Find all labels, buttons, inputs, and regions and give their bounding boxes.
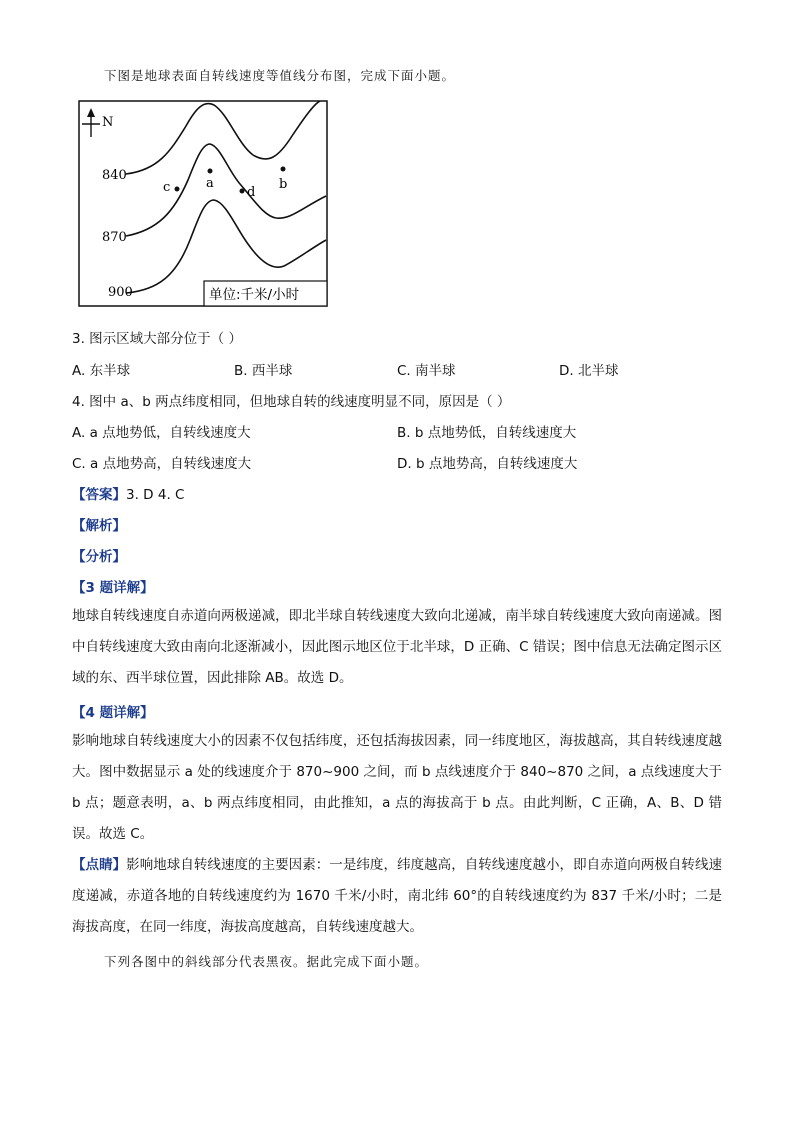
- q3-option-b: B. 西半球: [234, 363, 293, 379]
- point-c-label: c: [163, 180, 171, 195]
- point-b-label: b: [279, 177, 288, 192]
- detail4-text: 影响地球自转线速度大小的因素不仅包括纬度，还包括海拔因素，同一纬度地区，海拔越高，其自转线速度越大。图中数据显示 a 处的线速度介于 870~900 之间，而 b 点线速度介于 840~870 之间，a 点线速度大于 b 点；题意表明，a、b 两点纬度相同，由此推知，a 点的海拔高于 b 点。由此判断，C 正确，A、B、D 错误。故选 C。: [72, 733, 722, 842]
- point-a-label: a: [206, 176, 214, 191]
- q3-option-c: C. 南半球: [397, 363, 456, 379]
- intro2-text: 下列各图中的斜线部分代表黑夜。据此完成下面小题。: [104, 954, 429, 969]
- q4-stem: 4. 图中 a、b 两点纬度相同，但地球自转的线速度明显不同，原因是（ ）: [72, 394, 511, 410]
- contour-label-840: 840: [102, 168, 127, 183]
- contour-label-870: 870: [102, 230, 127, 245]
- dianjing-block: [72, 850, 722, 943]
- north-label: N: [102, 115, 114, 130]
- point-b-dot: [281, 167, 286, 172]
- unit-label: 单位:千米/小时: [209, 287, 300, 303]
- intro-text: 下图是地球表面自转线速度等值线分布图，完成下面小题。: [104, 68, 456, 83]
- answer-value: 3. D 4. C: [126, 487, 185, 503]
- dianjing-text: 影响地球自转线速度的主要因素：一是纬度，纬度越高，自转线速度越小，即自赤道向两极自转线速度递减，赤道各地的自转线速度约为 1670 千米/小时，南北纬 60°的自转线速度约为 837 千米/小时；二是海拔高度，在同一纬度，海拔高度越高，自转线速度越大。: [72, 857, 723, 935]
- q3-option-a: A. 东半球: [72, 363, 131, 379]
- q4-option-d: D. b 点地势高，自转线速度大: [397, 456, 578, 472]
- point-c-dot: [175, 187, 180, 192]
- q3-option-d: D. 北半球: [559, 363, 619, 379]
- answer-line: [72, 483, 184, 503]
- contour-map: [78, 100, 328, 307]
- dianjing-label: 【点睛】: [72, 857, 127, 873]
- detail3-text: 地球自转线速度自赤道向两极递减，即北半球自转线速度大致向北递减，南半球自转线速度大致向南递减。图中自转线速度大致由南向北逐渐减小，因此图示地区位于北半球，D 正确、C 错误；图中信息无法确定图示区域的东、西半球位置，因此排除 AB。故选 D。: [72, 608, 722, 686]
- detail3-label: 【3 题详解】: [72, 580, 154, 596]
- point-d-label: d: [247, 185, 256, 200]
- q3-stem: 3. 图示区域大部分位于（ ）: [72, 331, 242, 347]
- q4-option-c: C. a 点地势高，自转线速度大: [72, 456, 252, 472]
- analysis-label: 【解析】: [72, 518, 126, 534]
- detail4-label: 【4 题详解】: [72, 705, 154, 721]
- q4-option-b: B. b 点地势低，自转线速度大: [397, 425, 577, 441]
- q4-option-a: A. a 点地势低，自转线速度大: [72, 425, 251, 441]
- point-a-dot: [208, 169, 213, 174]
- fenxi-label: 【分析】: [72, 549, 126, 565]
- point-d-dot: [240, 189, 245, 194]
- contour-label-900: 900: [108, 285, 133, 300]
- answer-label: 【答案】: [72, 487, 126, 503]
- map-frame: [79, 101, 327, 306]
